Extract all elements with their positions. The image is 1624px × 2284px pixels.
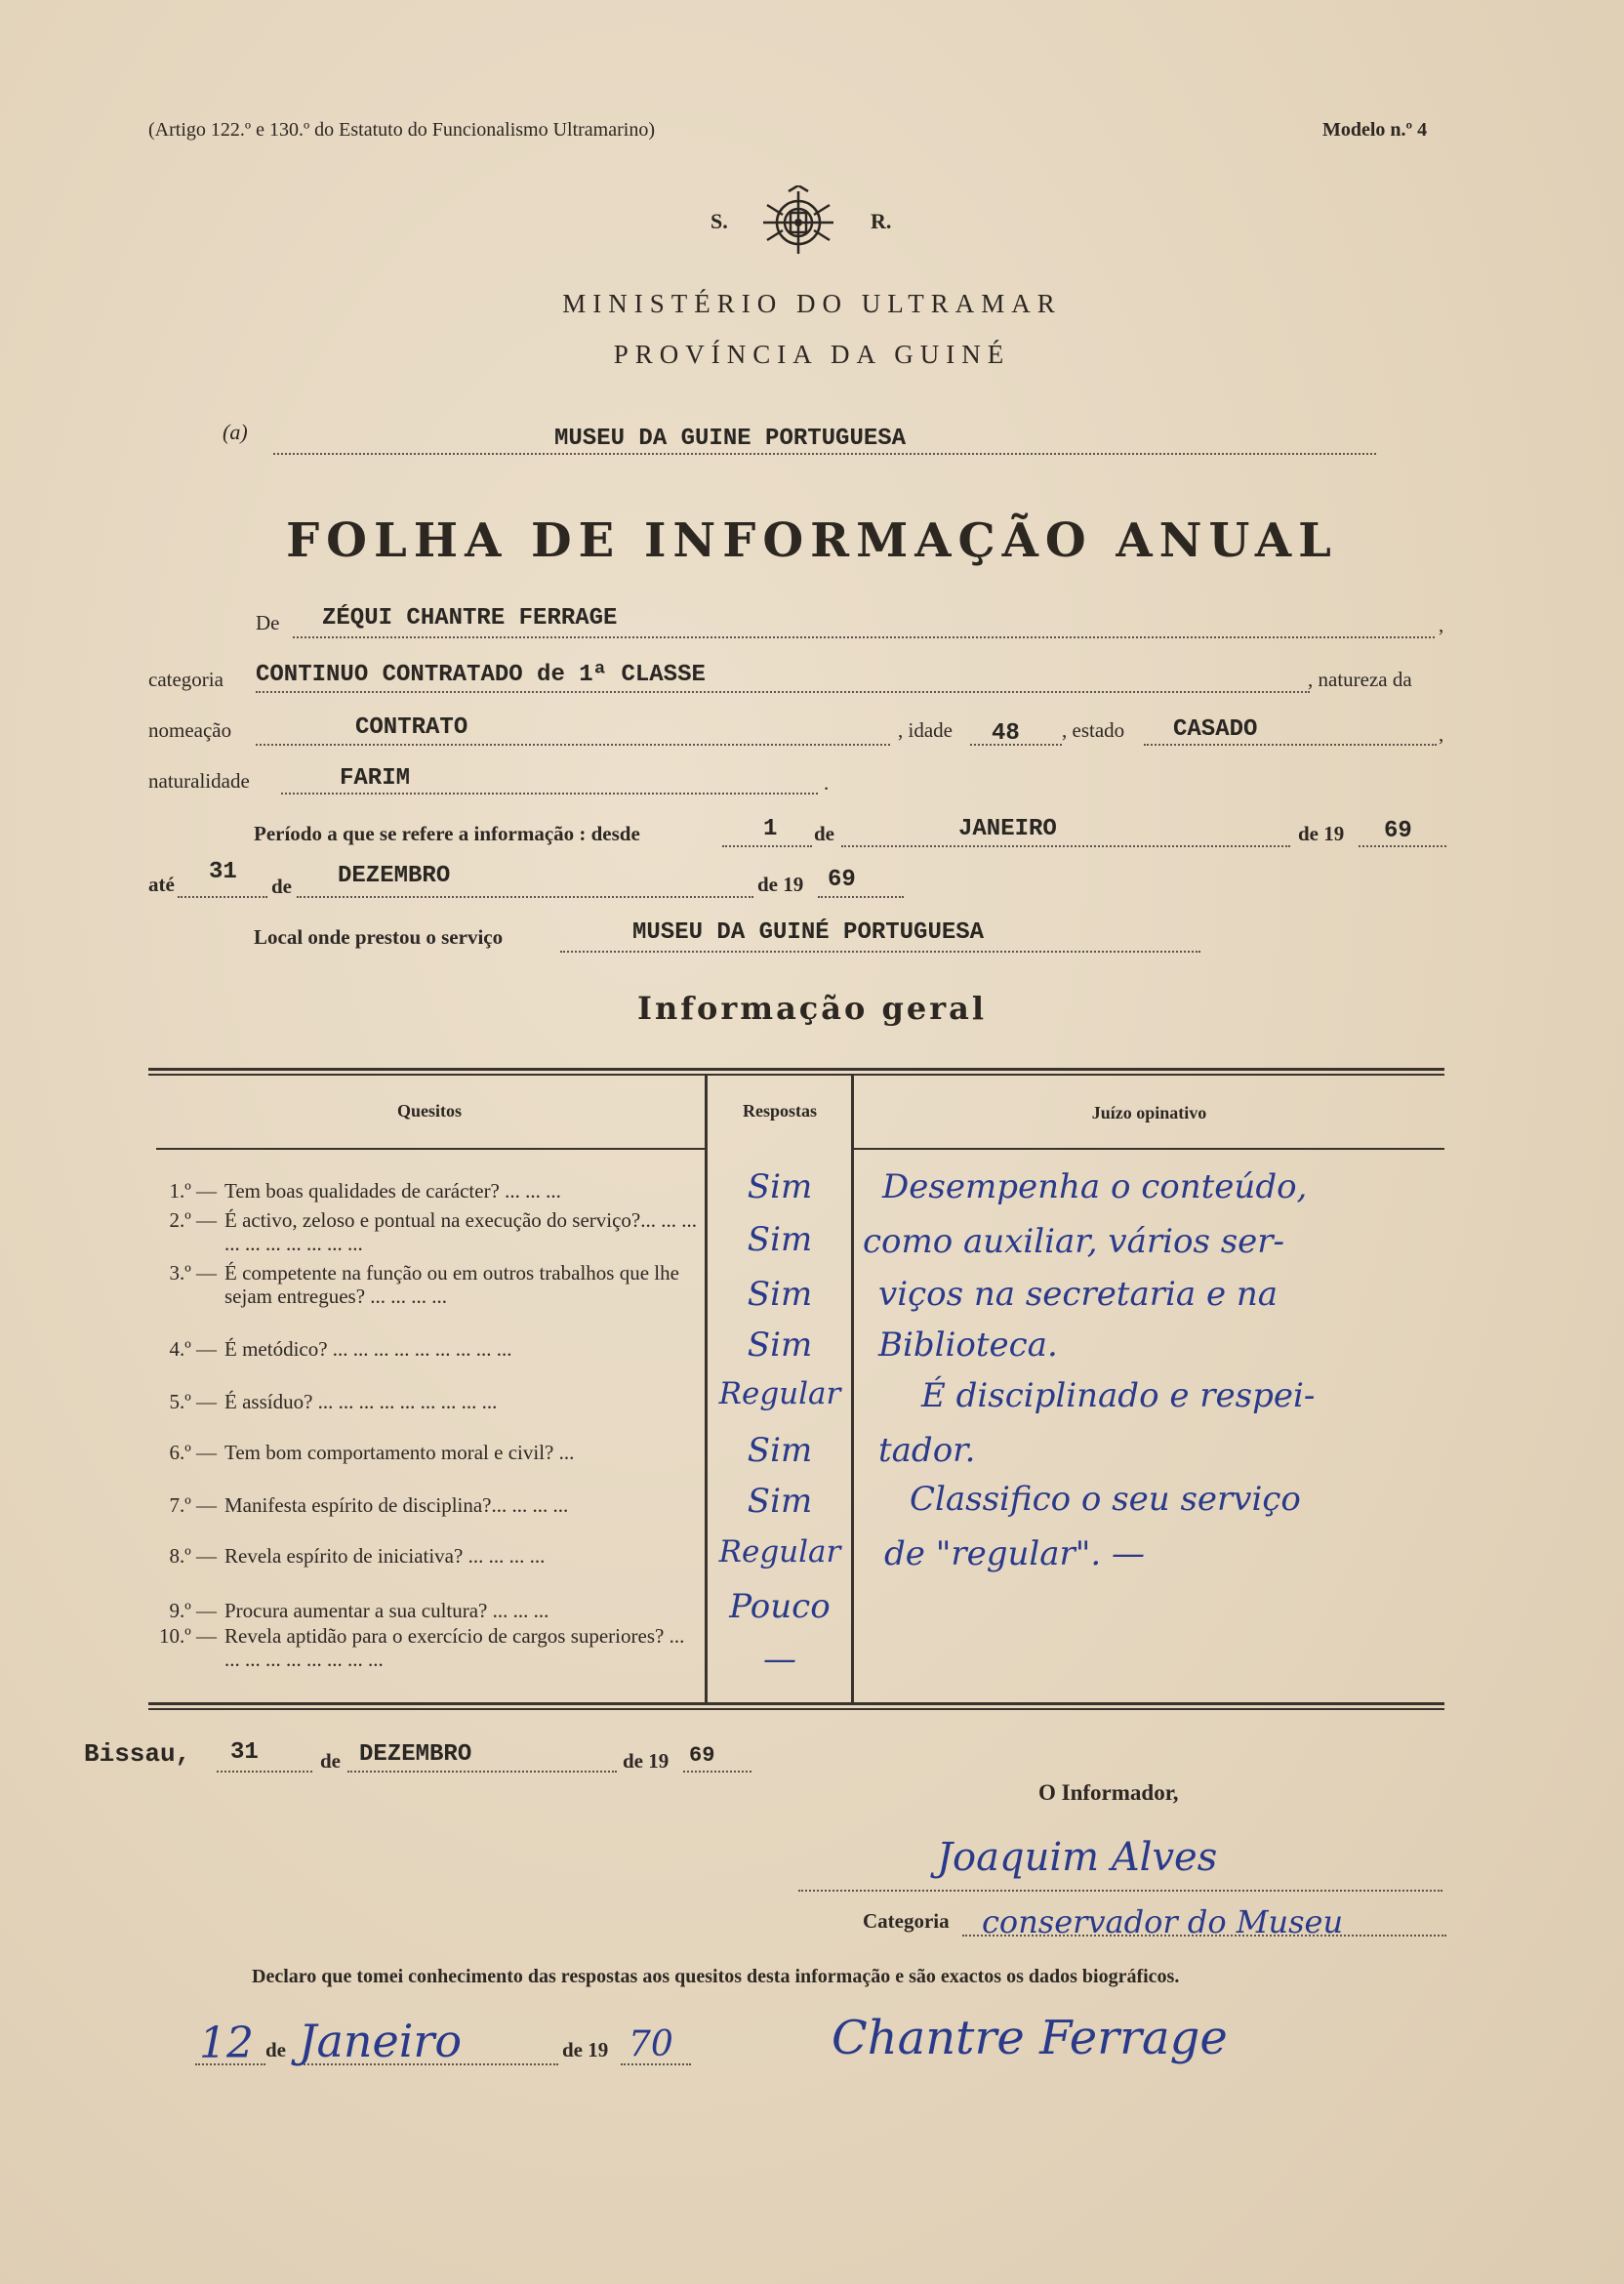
signoff-year: 69: [689, 1743, 715, 1768]
question-1: 1.º — Tem boas qualidades de carácter? ... ... ...: [169, 1179, 561, 1203]
judgement-line-7: Classifico o seu serviço: [910, 1480, 1301, 1519]
from-day-line: [722, 845, 812, 847]
table-col-divider-2: [851, 1076, 854, 1702]
decl-de19: de 19: [562, 2038, 609, 2061]
estado-line: [1144, 744, 1437, 746]
judgement-line-6: tador.: [878, 1431, 976, 1470]
estado-comma: ,: [1439, 722, 1444, 746]
answer-7: Sim: [747, 1482, 813, 1521]
signoff-month-line: [347, 1771, 617, 1773]
province-title: PROVÍNCIA DA GUINÉ: [613, 340, 1011, 369]
ate-label: até: [148, 873, 175, 896]
to-year: 69: [828, 867, 856, 893]
question-2: 2.º — É activo, zeloso e pontual na execução do serviço?... ... ... ... ... ... ... ... ... ...: [169, 1208, 697, 1255]
signoff-year-line: [683, 1771, 751, 1773]
question-7: 7.º — Manifesta espírito de disciplina?... ... ... ...: [169, 1493, 569, 1517]
naturalidade-dot: .: [824, 771, 830, 795]
declaration-text: Declaro que tomei conhecimento das respostas aos quesitos desta informação e são exactos os dados biográficos.: [252, 1966, 1180, 1987]
legal-reference: (Artigo 122.º e 130.º do Estatuto do Funcionalismo Ultramarino): [148, 119, 655, 141]
from-de19: de 19: [1298, 822, 1345, 845]
nomeacao-label: nomeação: [148, 718, 232, 742]
categoria-value: CONTINUO CONTRATADO de 1ª CLASSE: [256, 662, 706, 688]
from-month-line: [841, 845, 1290, 847]
estado-value: CASADO: [1173, 716, 1258, 743]
question-8: 8.º — Revela espírito de iniciativa? ... ... ... ...: [169, 1544, 546, 1568]
signoff-de: de: [320, 1749, 341, 1773]
sr-left: S.: [710, 209, 728, 233]
answer-2: Sim: [747, 1220, 813, 1259]
informador-label: O Informador,: [1038, 1780, 1179, 1805]
col-respostas: Respostas: [742, 1101, 817, 1121]
nomeacao-value: CONTRATO: [355, 714, 468, 741]
signoff-de19: de 19: [623, 1749, 670, 1773]
categoria-line: [256, 691, 1310, 693]
categoria-label: categoria: [148, 668, 223, 691]
local-value: MUSEU DA GUINÉ PORTUGUESA: [632, 919, 985, 946]
natureza-label: , natureza da: [1308, 668, 1412, 691]
to-year-line: [818, 896, 904, 898]
person-name: ZÉQUI CHANTRE FERRAGE: [322, 605, 618, 632]
period-label: Período a que se refere a informação : desde: [254, 822, 640, 845]
decl-year: 70: [629, 2024, 673, 2064]
to-day: 31: [209, 859, 237, 885]
answer-1: Sim: [747, 1167, 813, 1206]
table-col-divider-1: [705, 1076, 708, 1702]
estado-label: , estado: [1062, 718, 1125, 742]
from-month: JANEIRO: [958, 816, 1057, 842]
naturalidade-line: [281, 793, 818, 795]
ministry-title: MINISTÉRIO DO ULTRAMAR: [562, 289, 1062, 318]
answer-10: —: [763, 1640, 796, 1679]
to-month-line: [297, 896, 753, 898]
from-year: 69: [1384, 818, 1412, 844]
judgement-line-3: viços na secretaria e na: [878, 1275, 1279, 1314]
table-top-rule: [148, 1068, 1444, 1071]
answer-5: Regular: [718, 1376, 841, 1411]
model-number: Modelo n.º 4: [1322, 119, 1428, 141]
department-value: MUSEU DA GUINE PORTUGUESA: [554, 426, 907, 452]
to-day-line: [178, 896, 267, 898]
local-label: Local onde prestou o serviço: [254, 925, 504, 949]
table-top-rule-2: [148, 1074, 1444, 1076]
a-line: [273, 453, 1376, 455]
col-quesitos: Quesitos: [396, 1101, 462, 1121]
informador-line: [798, 1890, 1442, 1892]
form-title: FOLHA DE INFORMAÇÃO ANUAL: [286, 513, 1338, 568]
question-4: 4.º — É metódico? ... ... ... ... ... ... ... ... ...: [169, 1337, 512, 1361]
de-label: De: [256, 611, 280, 634]
question-9: 9.º — Procura aumentar a sua cultura? ... ... ...: [169, 1599, 549, 1622]
nomeacao-line: [256, 744, 890, 746]
answer-8: Regular: [718, 1534, 841, 1570]
to-de: de: [271, 875, 292, 898]
to-de19: de 19: [757, 873, 804, 896]
question-10: 10.º — Revela aptidão para o exercício de cargos superiores? ... ... ... ... ... ... ... ... ...: [158, 1624, 685, 1671]
de-comma: ,: [1439, 613, 1444, 636]
coat-of-arms-icon: [753, 185, 843, 258]
header-underline-right: [854, 1148, 1444, 1150]
question-5: 5.º — É assíduo? ... ... ... ... ... ... ... ... ...: [169, 1390, 498, 1413]
from-de: de: [814, 822, 834, 845]
table-bottom-rule-2: [148, 1708, 1444, 1710]
question-6: 6.º — Tem bom comportamento moral e civil? ...: [169, 1441, 575, 1464]
judgement-line-2: como auxiliar, vários ser-: [863, 1222, 1285, 1261]
informador-signature: Joaquim Alves: [937, 1835, 1218, 1880]
judgement-line-4: Biblioteca.: [878, 1326, 1058, 1365]
judgement-line-1: Desempenha o conteúdo,: [882, 1167, 1308, 1206]
naturalidade-value: FARIM: [340, 765, 411, 792]
categoria-sig-label: Categoria: [863, 1909, 950, 1933]
decl-day: 12: [199, 2019, 254, 2068]
signoff-day: 31: [230, 1739, 259, 1766]
answer-6: Sim: [747, 1431, 813, 1470]
categoria-sig-value: conservador do Museu: [982, 1903, 1344, 1940]
from-year-line: [1359, 845, 1446, 847]
to-month: DEZEMBRO: [338, 863, 451, 889]
header-underline-left: [156, 1148, 705, 1150]
sr-right: R.: [871, 209, 892, 233]
signoff-day-line: [217, 1771, 312, 1773]
naturalidade-label: naturalidade: [148, 769, 250, 793]
section-title: Informação geral: [637, 990, 987, 1027]
a-label: (a): [223, 420, 248, 444]
idade-value: 48: [992, 720, 1020, 747]
signoff-month: DEZEMBRO: [359, 1741, 472, 1768]
signoff-place: Bissau,: [84, 1739, 191, 1769]
col-juizo: Juízo opinativo: [1091, 1103, 1207, 1122]
decl-de: de: [265, 2038, 286, 2061]
decl-month: Janeiro: [299, 2015, 463, 2067]
de-line: [293, 636, 1435, 638]
judgement-line-5: É disciplinado e respei-: [921, 1376, 1316, 1415]
answer-9: Pouco: [729, 1587, 831, 1626]
answer-4: Sim: [747, 1326, 813, 1365]
table-bottom-rule: [148, 1702, 1444, 1705]
from-day: 1: [763, 816, 778, 842]
local-line: [560, 951, 1200, 953]
answer-3: Sim: [747, 1275, 813, 1314]
employee-signature: Chantre Ferrage: [832, 2011, 1228, 2065]
question-3: 3.º — É competente na função ou em outros trabalhos que lhe sejam entregues? ... ... ... ...: [169, 1261, 679, 1308]
judgement-line-8: de "regular". —: [884, 1534, 1146, 1573]
idade-label: , idade: [898, 718, 953, 742]
